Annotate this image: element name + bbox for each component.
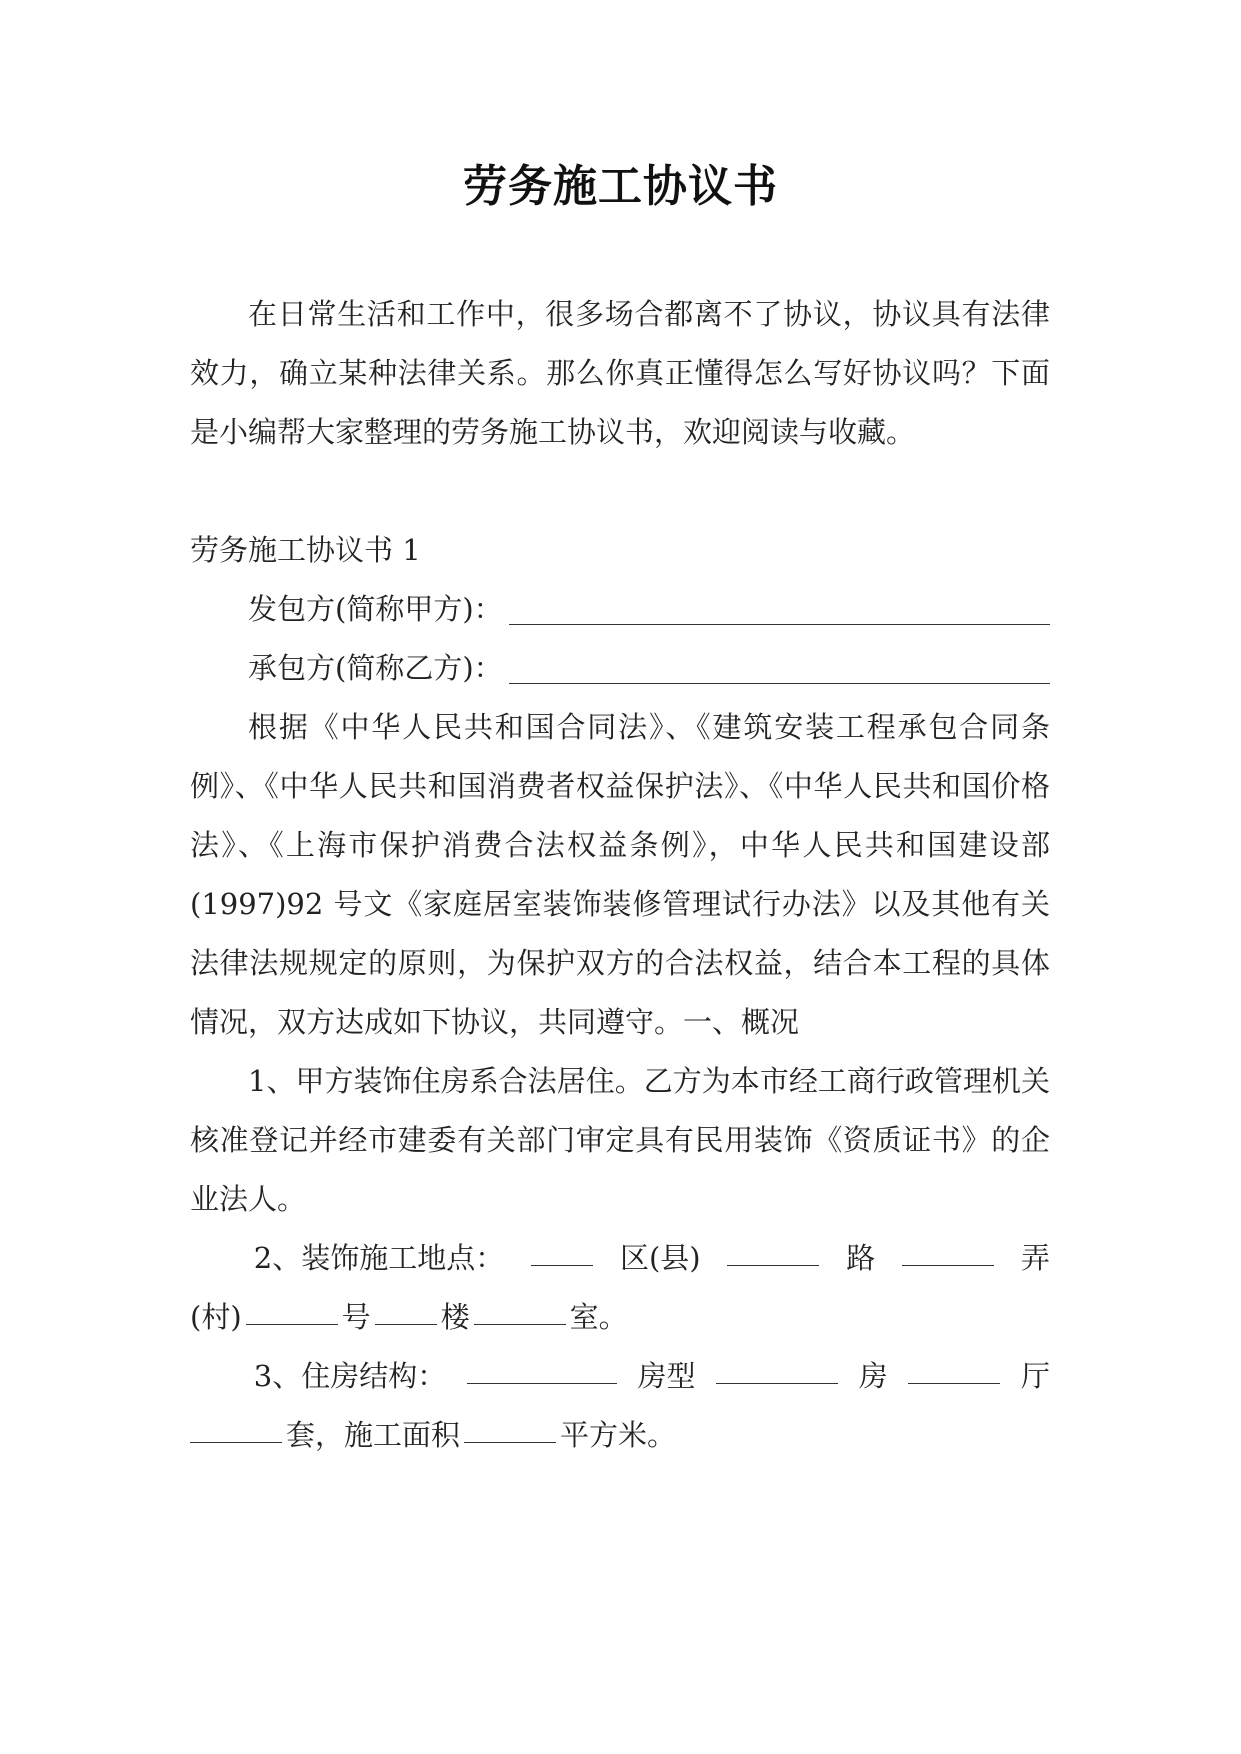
item-3-prefix: 3、住房结构：	[253, 1359, 447, 1393]
road-blank	[727, 1264, 819, 1266]
area-blank	[464, 1441, 556, 1443]
document-title: 劳务施工协议书	[463, 161, 778, 212]
party-b-label: 承包方(简称乙方)：	[248, 651, 503, 685]
item-3-line-1	[190, 1347, 1050, 1406]
basis-paragraph: 根据《中华人民共和国合同法》、《建筑安装工程承包合同条例》、《中华人民共和国消费者权益保护法》、《中华人民共和国价格法》、《上海市保护消费合法权益条例》，中华人民共和国建设部(1997)92 号文《家庭居室装饰装修管理试行办法》以及其他有关法律法规规定的原则，为保护双方的合法权益，结合本工程的具体情况，双方达成如下协议，共同遵守。一、概况	[190, 710, 1050, 1039]
item-3-halls: 厅	[1020, 1359, 1050, 1393]
item-3-rooms: 房	[858, 1359, 888, 1393]
item-3-line-2	[190, 1406, 1050, 1465]
type-blank	[716, 1382, 838, 1384]
building-blank	[474, 1323, 566, 1325]
party-a-label: 发包方(简称甲方)：	[248, 592, 503, 626]
item-2-line-2	[190, 1288, 1050, 1347]
item-2-lane: 弄	[1020, 1241, 1050, 1275]
item-1-paragraph: 1、甲方装饰住房系合法居住。乙方为本市经工商行政管理机关核准登记并经市建委有关部门审定具有民用装饰《资质证书》的企业法人。	[190, 1064, 1050, 1216]
item-3-unit: 平方米。	[560, 1418, 677, 1452]
item-2-building: 楼	[440, 1300, 470, 1334]
document-body	[190, 285, 1050, 1465]
item-2-road: 路	[846, 1241, 876, 1275]
item-3-sets: 套，施工面积	[286, 1418, 461, 1452]
district-blank	[531, 1264, 593, 1266]
village-blank	[246, 1323, 338, 1325]
rooms-blank	[908, 1382, 1000, 1384]
item-2-district: 区(县)	[619, 1241, 701, 1275]
item-3-type: 房型	[637, 1359, 696, 1393]
item-2-number: 号	[341, 1300, 371, 1334]
number-blank	[375, 1323, 437, 1325]
party-a-line	[190, 580, 1050, 639]
item-2-prefix: 2、装饰施工地点：	[253, 1241, 505, 1275]
item-2-line-1	[190, 1229, 1050, 1288]
item-2-village: (村)	[190, 1300, 242, 1334]
party-b-blank	[509, 682, 1050, 684]
lane-blank	[902, 1264, 994, 1266]
party-b-line	[190, 639, 1050, 698]
party-a-blank	[509, 623, 1050, 625]
item-2-room: 室。	[569, 1300, 628, 1334]
structure-blank	[467, 1382, 617, 1384]
halls-blank	[190, 1441, 282, 1443]
spacer	[190, 462, 1050, 521]
intro-paragraph: 在日常生活和工作中，很多场合都离不了协议，协议具有法律效力，确立某种法律关系。那么你真正懂得怎么写好协议吗？下面是小编帮大家整理的劳务施工协议书，欢迎阅读与收藏。	[190, 297, 1050, 449]
section-heading: 劳务施工协议书 1	[190, 533, 421, 567]
